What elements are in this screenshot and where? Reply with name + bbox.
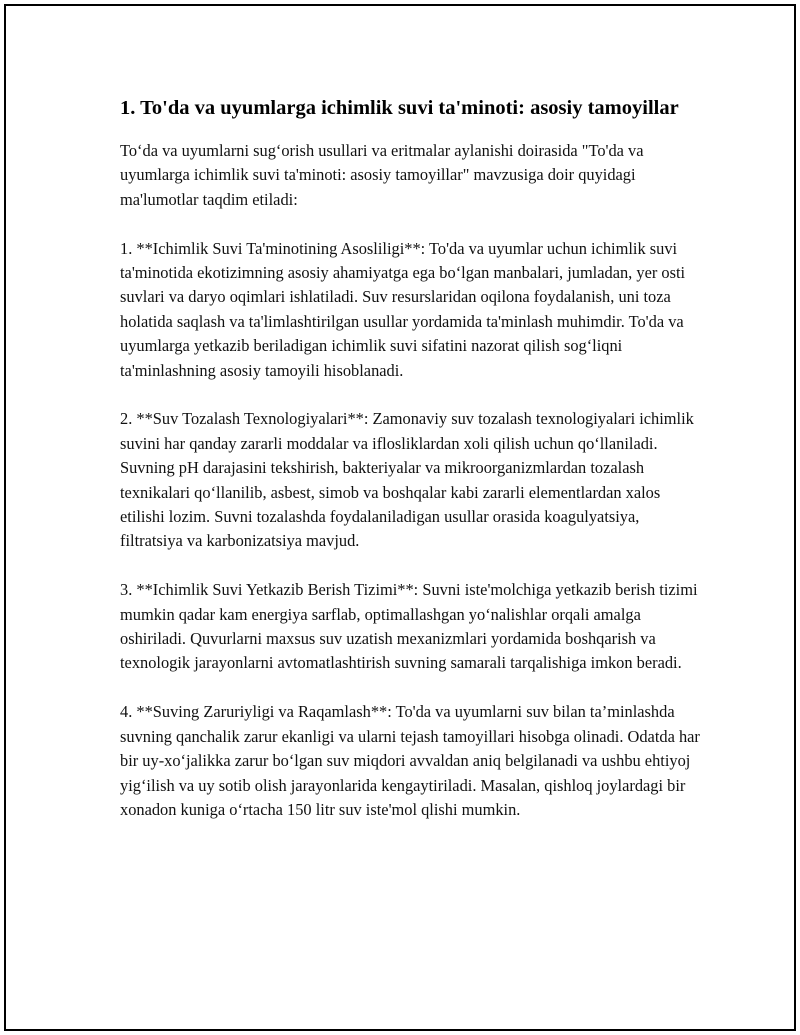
document-body [120,94,700,847]
section-2-paragraph: 2. **Suv Tozalash Texnologiyalari**: Zamonaviy suv tozalash texnologiyalari ichimlik suvini har qanday zararli moddalar va iflosliklardan xoli qilish uchun qo‘llaniladi. Suvning pH darajasini tekshirish, bakteriyalar va mikroorganizmlardan tozalash texnikalari qo‘llanilib, asbest, simob va boshqalar kabi zararli elementlardan xalos etilishi lozim. Suvni tozalashda foydalaniladigan usullar orasida koagulyatsiya, filtratsiya va karbonizatsiya mavjud. [120,409,694,551]
section-4-paragraph: 4. **Suving Zaruriyligi va Raqamlash**: To'da va uyumlarni suv bilan ta’minlashda suvning qanchalik zarur ekanligi va ularni tejash tamoyillari hisobga olinadi. Odatda har bir uy-xo‘jalikka zarur bo‘lgan suv miqdori avvaldan aniq belgilanadi va ushbu ehtiyoj yig‘ilish va uy sotib olish jarayonlarida kengaytiriladi. Masalan, qishloq joylardagi bir xonadon kuniga o‘rtacha 150 litr suv iste'mol qlishi mumkin. [120,702,700,819]
page-frame [4,4,796,1031]
document-title: 1. To'da va uyumlarga ichimlik suvi ta'minoti: asosiy tamoyillar [120,97,679,119]
section-1-paragraph: 1. **Ichimlik Suvi Ta'minotining Asosliligi**: To'da va uyumlar uchun ichimlik suvi ta'minotida ekotizimning asosiy ahamiyatga ega bo‘lgan manbalari, jumladan, yer osti suvlari va daryo oqimlari ishlatiladi. Suv resurslaridan oqilona foydalanish, uni toza holatida saqlash va ta'limlashtirilgan usullar yordamida ta'minlash muhimdir. To'da va uyumlarga yetkazib beriladigan ichimlik suvi sifatini nazorat qilish sog‘liqni ta'minlashning asosiy tamoyili hisoblanadi. [120,238,686,380]
section-3-paragraph: 3. **Ichimlik Suvi Yetkazib Berish Tizimi**: Suvni iste'molchiga yetkazib berish tizimi mumkin qadar kam energiya sarflab, optimallashgan yo‘nalishlar orqali amalga oshiriladi. Quvurlarni maxsus suv uzatish mexanizmlari yordamida boshqarish va texnologik jarayonlarni avtomatlashtirish suvning samarali tarqalishiga imkon beradi. [120,580,698,673]
intro-paragraph: To‘da va uyumlarni sug‘orish usullari va eritmalar aylanishi doirasida "To'da va uyumlarga ichimlik suvi ta'minoti: asosiy tamoyillar" mavzusiga doir quyidagi ma'lumotlar taqdim etiladi: [120,141,644,209]
